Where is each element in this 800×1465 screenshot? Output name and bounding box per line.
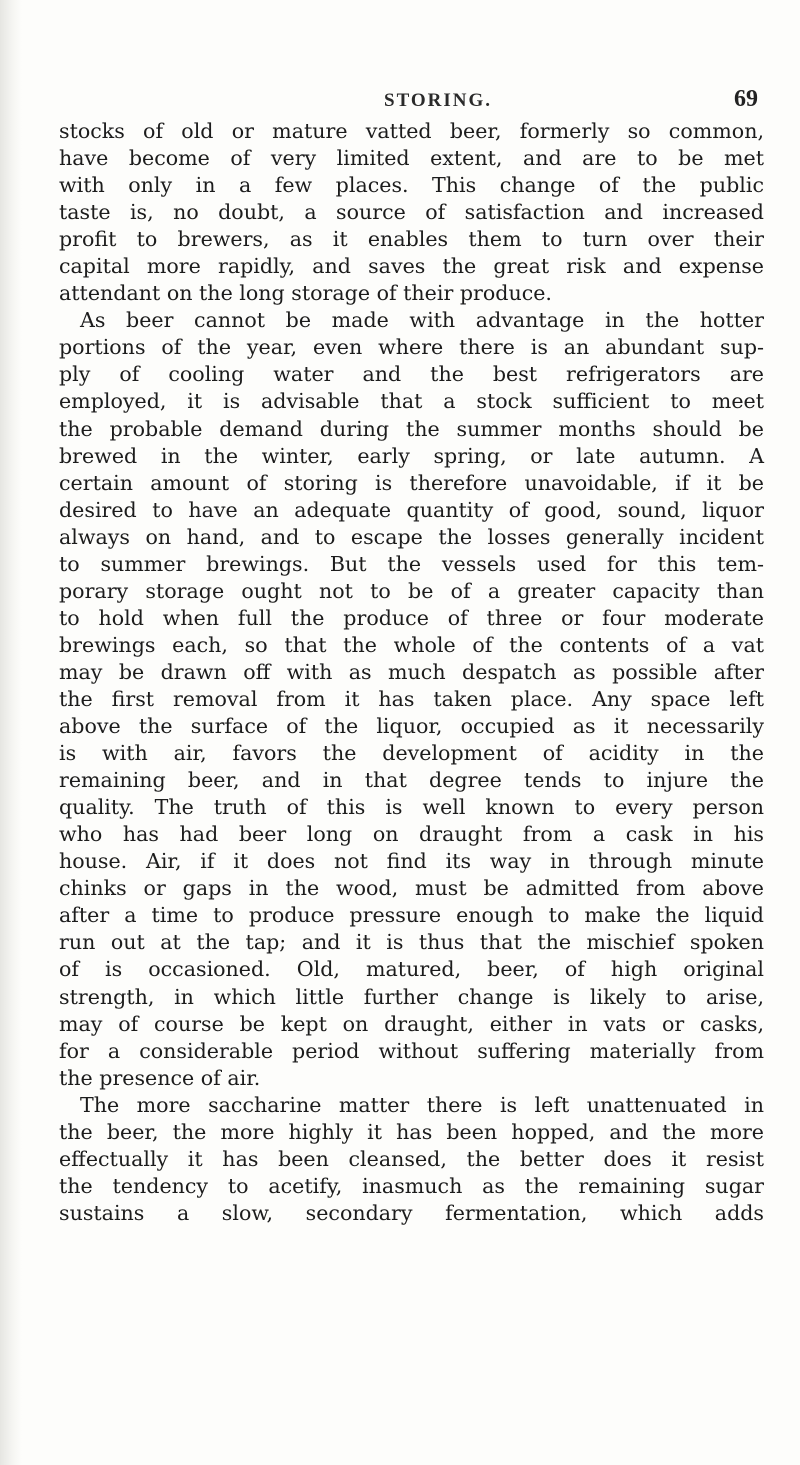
text-line: brewed in the winter, early spring, or late autumn. A <box>59 443 764 468</box>
body-text <box>59 118 764 1227</box>
running-head-title: STORING. <box>384 90 493 111</box>
text-line: the probable demand during the summer months should be <box>59 416 764 441</box>
text-line: desired to have an adequate quantity of good, sound, liquor <box>59 497 764 522</box>
text-line: for a considerable period without suffering materially from <box>59 1038 764 1063</box>
text-line: may of course be kept on draught, either in vats or casks, <box>59 1011 764 1036</box>
text-line: is with air, favors the development of acidity in the <box>59 741 764 766</box>
text-line: stocks of old or mature vatted beer, formerly so common, <box>59 119 764 143</box>
text-line: to hold when full the produce of three or four moderate <box>59 605 764 630</box>
text-line: capital more rapidly, and saves the great risk and expense <box>59 254 764 279</box>
text-line: the tendency to acetify, inasmuch as the remaining sugar <box>59 1173 764 1198</box>
text-line: the first removal from it has taken place. Any space left <box>59 686 764 711</box>
text-line: of is occasioned. Old, matured, beer, of high original <box>59 957 764 982</box>
text-line: employed, it is advisable that a stock sufficient to meet <box>59 389 764 414</box>
text-line: brewings each, so that the whole of the contents of a vat <box>59 632 764 657</box>
text-line: attendant on the long storage of their produce. <box>59 281 552 306</box>
text-line: have become of very limited extent, and are to be met <box>59 146 764 171</box>
page-number: 69 <box>734 86 758 112</box>
text-line: strength, in which little further change is likely to arise, <box>59 984 764 1009</box>
text-line: quality. The truth of this is well known to every person <box>59 795 764 820</box>
text-line: with only in a few places. This change of the public <box>59 173 764 198</box>
text-line: run out at the tap; and it is thus that the mischief spoken <box>59 930 764 955</box>
text-line: sustains a slow, secondary fermentation, which adds <box>59 1200 764 1225</box>
text-line: porary storage ought not to be of a greater capacity than <box>59 578 764 603</box>
text-line: to summer brewings. But the vessels used for this tem- <box>59 551 764 576</box>
text-line: house. Air, if it does not find its way in through minute <box>59 849 764 874</box>
text-line: The more saccharine matter there is left unattenuated in <box>80 1092 764 1117</box>
text-line: effectually it has been cleansed, the better does it resist <box>59 1146 764 1171</box>
text-line: profit to brewers, as it enables them to turn over their <box>59 227 764 252</box>
text-line: above the surface of the liquor, occupied as it necessarily <box>59 714 764 739</box>
text-line: ply of cooling water and the best refrigerators are <box>59 362 764 387</box>
text-line: after a time to produce pressure enough to make the liquid <box>59 903 764 928</box>
text-line: chinks or gaps in the wood, must be admitted from above <box>59 876 764 901</box>
text-line: remaining beer, and in that degree tends to injure the <box>59 768 764 793</box>
page-edge-shadow <box>0 0 22 1465</box>
text-line: who has had beer long on draught from a cask in his <box>59 822 764 847</box>
text-line: As beer cannot be made with advantage in the hotter <box>80 308 764 333</box>
text-line: portions of the year, even where there is an abundant sup- <box>59 335 764 360</box>
text-line: certain amount of storing is therefore unavoidable, if it be <box>59 470 764 495</box>
text-line: the presence of air. <box>59 1065 261 1090</box>
text-line: may be drawn off with as much despatch as possible after <box>59 659 764 684</box>
text-line: always on hand, and to escape the losses generally incident <box>59 524 764 549</box>
text-line: the beer, the more highly it has been hopped, and the more <box>59 1119 764 1144</box>
running-head <box>60 86 760 114</box>
text-line: taste is, no doubt, a source of satisfaction and increased <box>59 200 764 225</box>
